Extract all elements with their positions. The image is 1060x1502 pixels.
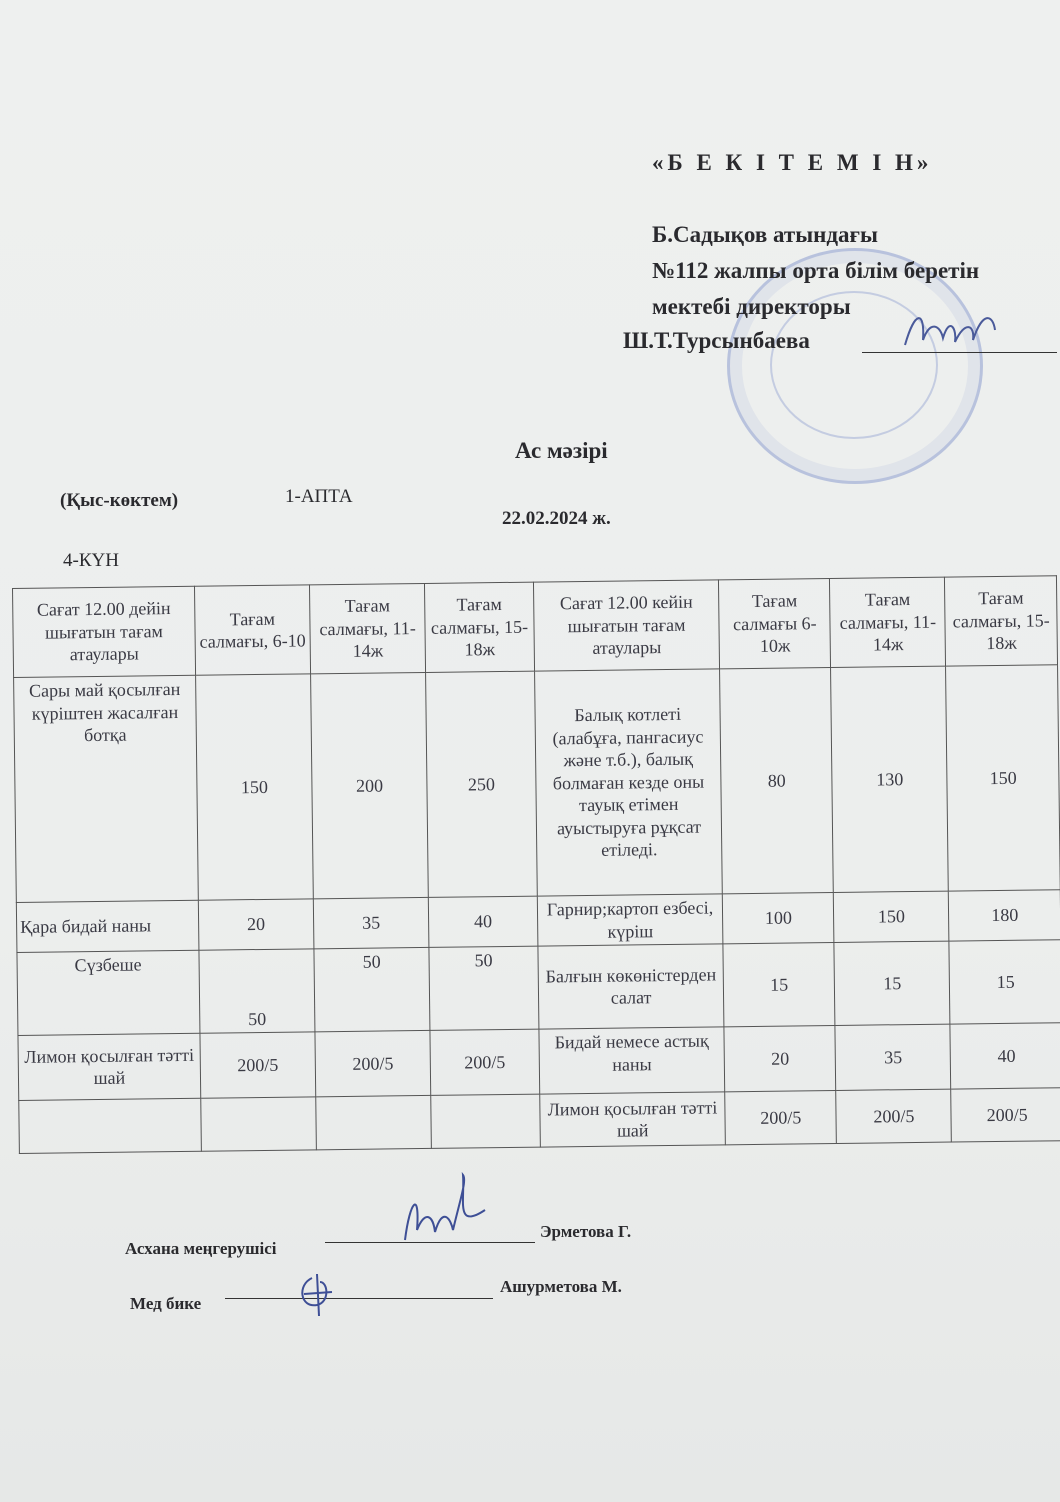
director-name: Ш.Т.Турсынбаева: [623, 328, 810, 353]
table-cell: 200/5: [315, 1030, 431, 1096]
table-cell: Гарнир;картоп езбесі, күріш: [537, 894, 723, 946]
table-cell: Балық котлеті (алабұға, пангасиус және т.б.), балық болмаған кезде оны тауық етімен ауыстыруға рұқсат етіледі.: [534, 669, 722, 896]
table-header-row: [13, 576, 1058, 678]
table-cell: 200/5: [951, 1088, 1060, 1142]
table-cell: Лимон қосылған тәтті шай: [540, 1092, 726, 1147]
approval-school-line1: Б.Садықов атындағы: [652, 222, 878, 247]
canteen-manager-label: Асхана меңгерушісі: [125, 1239, 277, 1258]
header-cell: Тағам салмағы, 15-18ж: [945, 576, 1058, 666]
table-cell: 150: [195, 674, 313, 900]
table-cell: 15: [834, 941, 950, 1025]
header-cell: Тағам салмағы, 11-14ж: [309, 583, 425, 673]
table-cell: 15: [949, 940, 1060, 1024]
nurse-signature: [292, 1270, 342, 1320]
table-cell: 40: [428, 896, 537, 947]
table-cell: Сары май қосылған күріштен жасалған ботқа: [14, 675, 199, 902]
table-row: [14, 665, 1060, 903]
table-cell: 200/5: [836, 1089, 952, 1143]
table-cell: 200: [311, 672, 429, 898]
table-cell: 180: [949, 890, 1060, 941]
nurse-label: Мед бике: [130, 1294, 202, 1313]
header-cell: Тағам салмағы, 15-18ж: [425, 582, 535, 672]
header-cell: Тағам салмағы 6-10ж: [719, 579, 831, 669]
table-cell: 50: [199, 949, 315, 1033]
table-cell: 20: [724, 1025, 836, 1091]
table-cell: 50: [314, 947, 430, 1031]
table-cell: 20: [198, 899, 314, 950]
table-cell: 150: [946, 665, 1060, 891]
menu-date: 22.02.2024 ж.: [502, 508, 611, 529]
menu-table: [12, 575, 1060, 1154]
table-row: [19, 1088, 1060, 1154]
approval-school-line2: №112 жалпы орта білім беретін: [652, 258, 980, 283]
table-cell: 100: [723, 892, 835, 943]
canteen-manager-signature: [395, 1170, 495, 1250]
table-row: [17, 940, 1060, 1036]
table-cell: Қара бидай наны: [16, 900, 199, 952]
table-cell: [316, 1095, 432, 1149]
table-cell: 35: [835, 1024, 951, 1090]
table-cell: Лимон қосылған тәтті шай: [18, 1033, 201, 1100]
week-label: 1-АПТА: [285, 486, 353, 507]
table-cell: 35: [313, 897, 429, 948]
menu-title: Ас мәзірі: [515, 438, 608, 463]
table-cell: Балғын көкөністерден салат: [538, 944, 724, 1029]
table-cell: 50: [429, 946, 539, 1030]
table-cell: 200/5: [725, 1090, 837, 1144]
table-cell: 130: [831, 666, 949, 892]
table-cell: 150: [834, 891, 950, 942]
table-cell: 40: [950, 1023, 1060, 1089]
season-label: (Қыс-көктем): [60, 490, 179, 511]
table-cell: 200/5: [430, 1029, 540, 1095]
nurse-signature-line: [225, 1298, 493, 1299]
header-cell: Сағат 12.00 дейін шығатын тағам атаулары: [13, 586, 196, 677]
table-cell: [201, 1097, 317, 1151]
table-cell: 200/5: [200, 1032, 316, 1098]
nurse-name: Ашурметова М.: [500, 1277, 622, 1296]
header-cell: Тағам салмағы, 11-14ж: [830, 577, 946, 667]
approval-title: «Б Е К І Т Е М І Н»: [652, 150, 933, 175]
table-cell: [19, 1098, 202, 1153]
table-cell: [431, 1094, 540, 1148]
day-label: 4-КҮН: [63, 550, 119, 571]
header-cell: Тағам салмағы, 6-10: [194, 585, 310, 675]
table-cell: 80: [720, 668, 834, 894]
canteen-manager-name: Эрметова Г.: [540, 1222, 632, 1241]
header-cell: Сағат 12.00 кейін шығатын тағам атаулары: [533, 580, 720, 671]
table-cell: Бидай немесе астық наны: [539, 1027, 725, 1094]
table-cell: 15: [723, 942, 835, 1026]
table-cell: Сүзбеше: [17, 950, 200, 1035]
director-signature: [895, 300, 1005, 360]
table-cell: 250: [426, 671, 537, 897]
approval-school-line3: мектебі директоры: [652, 294, 851, 319]
